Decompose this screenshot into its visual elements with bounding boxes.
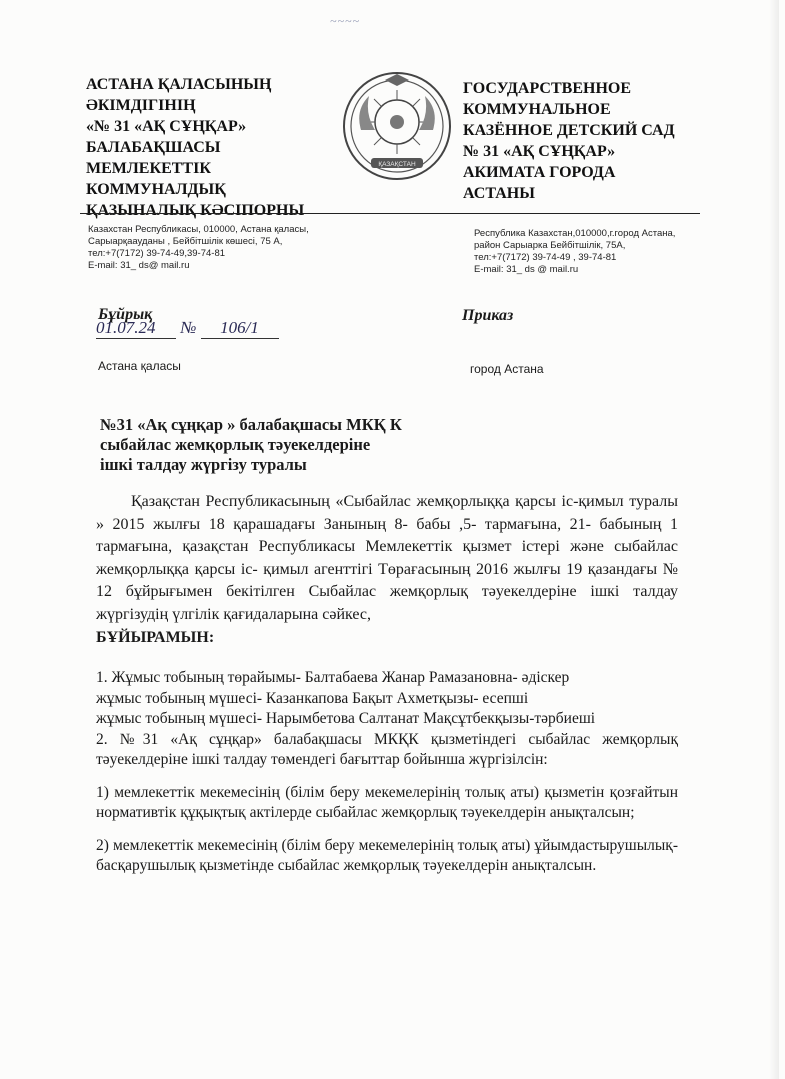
- address-ru-line: E-mail: 31_ ds @ mail.ru: [474, 264, 579, 275]
- header-ru-line: КОММУНАЛЬНОЕ: [463, 101, 611, 118]
- title-line: ішкі талдау жүргізу туралы: [100, 455, 307, 474]
- item-4: 2) мемлекеттік мекемесінің (білім беру мекемелерінің толық аты) ұйымдастырушылық- басқарушылық қызметінде сыбайлас жемқорлық тәуекелдерін анықталсын.: [96, 836, 678, 874]
- header-ru-line: № 31 «АҚ СҰҢҚАР»: [463, 143, 616, 160]
- item-2: 2. №31 «Ақ сұңқар» балабақшасы МКҚК қызметіндегі сыбайлас жемқорлық тәуекелдеріне ішкі талдау төмендегі бағыттар бойынша жүргізілсін:: [96, 730, 678, 768]
- city-kz: Астана қаласы: [98, 359, 181, 373]
- preamble-text: Қазақстан Республикасының «Сыбайлас жемқорлыққа қарсы іс-қимыл туралы » 2015 жылғы 18 қарашадағы Занының 8- бабы ,5- тармағына, 21- бабының 1 тармағына, қазақстан Республикасы Мемлекеттік қызмет істері және сыбайлас жемқорлыққа қарсы іс- қимыл агенттігі Төрағасының 2016 жылғы 19 қазандағы № 12 бұйрығымен бекітілген Сыбайлас жемқорлық тәуекелдеріне ішкі талдау жүргізудің үлгілік қағидаларына сәйкес,: [96, 493, 678, 623]
- header-kz-line: ҚАЗЫНАЛЫҚ КӘСІПОРНЫ: [86, 202, 305, 219]
- order-number-line: [96, 318, 279, 339]
- address-ru-line: район Сарыарка Бейбітшілік, 75А,: [474, 240, 626, 251]
- header-kz: [86, 74, 304, 221]
- spacer: [96, 771, 678, 783]
- spacer: [96, 824, 678, 836]
- order-number-sign: №: [180, 318, 197, 337]
- order-date: 01.07.24: [96, 318, 176, 339]
- item-1-line-2: жұмыс тобының мүшесі- Казанкапова Бақыт Ахметқызы- есепші: [96, 689, 529, 707]
- item-1-line-1: 1. Жұмыс тобының төрайымы- Балтабаева Жанар Рамазановна- әдіскер: [96, 669, 570, 686]
- order-number: 106/1: [201, 318, 279, 339]
- faint-stamp-mark: ~~~~: [330, 14, 360, 28]
- header-kz-line: КОММУНАЛДЫҚ: [86, 181, 226, 198]
- header-kz-line: БАЛАБАҚШАСЫ: [86, 139, 221, 156]
- header-kz-line: «№ 31 «АҚ СҰҢҚАР»: [86, 118, 247, 135]
- address-kz-line: Сарыарқаауданы , Бейбітшілік көшесі, 75 А,: [88, 236, 283, 247]
- address-ru-line: тел:+7(7172) 39-74-49 , 39-74-81: [474, 252, 617, 263]
- header-divider: [80, 213, 700, 214]
- title-line: сыбайлас жемқорлық тәуекелдеріне: [100, 435, 371, 454]
- item-1-line-3: жұмыс тобының мүшесі- Нарымбетова Салтанат Мақсұтбекқызы-тәрбиеші: [96, 710, 596, 727]
- state-emblem-icon: [341, 70, 453, 182]
- title-line: №31 «Ақ сұңқар » балабақшасы МКҚ К: [100, 415, 402, 434]
- scan-edge-shadow: [769, 0, 779, 1079]
- order-label-ru: Приказ: [462, 307, 514, 324]
- header-ru-line: АСТАНЫ: [463, 185, 535, 202]
- emblem-label: ҚАЗАҚСТАН: [378, 161, 416, 168]
- address-kz-line: Казахстан Республикасы, 010000, Астана қаласы,: [88, 224, 309, 235]
- header-kz-line: МЕМЛЕКЕТТІК: [86, 160, 211, 177]
- address-kz-line: E-mail: 31_ ds@ mail.ru: [88, 260, 190, 271]
- address-ru-line: Республика Казахстан,010000,г.город Астана,: [474, 228, 676, 239]
- item-3: 1) мемлекеттік мекемесінің (білім беру мекемелерінің толық аты) қызметін қозғайтын нормативтік құқықтық актілерде сыбайлас жемқорлық тәуекелдерін анықталсын;: [96, 783, 678, 821]
- preamble-block: [96, 491, 678, 649]
- header-ru-line: КАЗЁННОЕ ДЕТСКИЙ САД: [463, 122, 675, 139]
- document-title: [100, 415, 402, 475]
- header-kz-line: АСТАНА ҚАЛАСЫНЫҢ: [86, 76, 272, 93]
- address-kz: [88, 224, 309, 272]
- order-label-kz: Бұйрық: [98, 306, 153, 323]
- header-kz-line: ӘКІМДІГІНІҢ: [86, 97, 196, 114]
- address-ru: [474, 228, 675, 276]
- header-ru-line: ГОСУДАРСТВЕННОЕ: [463, 80, 631, 97]
- address-kz-line: тел:+7(7172) 39-74-49,39-74-81: [88, 248, 226, 259]
- header-ru: [463, 78, 675, 204]
- header-ru-line: АКИМАТА ГОРОДА: [463, 164, 616, 181]
- city-ru: город Астана: [470, 362, 544, 376]
- decree-word: БҰЙЫРАМЫН:: [96, 628, 215, 646]
- order-items: [96, 668, 678, 877]
